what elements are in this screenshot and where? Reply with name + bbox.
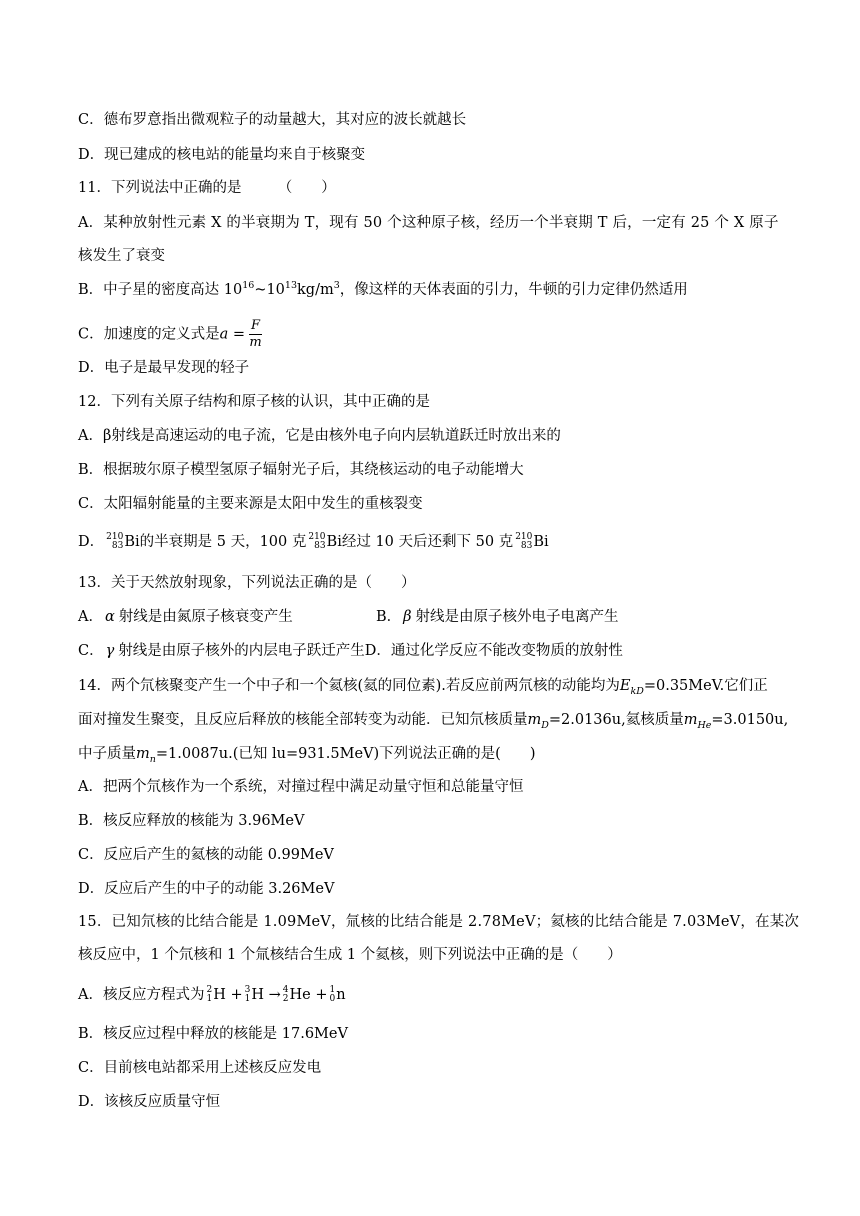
q11-option-a-line2: 核发生了衰变 [78,248,165,264]
q14-option-d: D．反应后产生的中子的动能 3.26MeV [78,881,335,897]
q15-stem-line2: 核反应中，1 个氘核和 1 个氚核结合生成 1 个氦核，则下列说法中正确的是（ ） [78,947,622,963]
fraction-f-over-m: $\frac{F}{m}$ [249,318,262,350]
q12-option-a: A．β射线是高速运动的电子流，它是由核外电子向内层轨道跃迁时放出来的 [78,428,561,444]
q13-options-cd [78,641,623,661]
bi-nuclide-notation: 210 83 [106,532,124,551]
beta-symbol: β [403,609,412,625]
q13-option-d: D．通过化学反应不能改变物质的放射性 [364,643,623,659]
q13-option-c: C． γ 射线是由原子核外的内层电子跃迁产生 [78,643,365,659]
nuclear-equation: 2 1 H + 3 1 H → 4 2 He + 1 0 n [206,985,346,1004]
q11-option-c: C．加速度的定义式是a = $\frac{F}{m}$ [78,318,262,350]
q11-option-a-line1: A．某种放射性元素 X 的半衰期为 T，现有 50 个这种原子核，经历一个半衰期 T 后，一定有 25 个 X 原子 [78,215,779,231]
q11-option-d: D．电子是最早发现的轻子 [78,360,250,376]
q15-option-d: D．该核反应质量守恒 [78,1094,221,1110]
q15-option-b: B．核反应过程中释放的核能是 17.6MeV [78,1026,348,1042]
gamma-symbol: γ [105,643,115,659]
q13-stem: 13．关于天然放射现象，下列说法正确的是（ ） [78,575,416,591]
q10-option-c: C．德布罗意指出微观粒子的动量越大，其对应的波长就越长 [78,112,467,128]
formula-lhs: a = [219,326,245,343]
q14-stem-line1: 14．两个氘核聚变产生一个中子和一个氦核(氦的同位素).若反应前两氘核的动能均为$E_{kD}=0.35MeV$.它们正 [78,678,768,697]
q11-stem: 11．下列说法中正确的是 （ ） [78,180,336,196]
q12-option-c: C．太阳辐射能量的主要来源是太阳中发生的重核裂变 [78,496,423,512]
q11-option-b: B．中子星的密度高达 $10^{16}\sim 10^{13}kg/m^3$，像这样的天体表面的引力，牛顿的引力定律仍然适用 [78,280,688,298]
q12-option-d: D． 210 83 Bi的半衰期是 5 天，100 克 210 83 Bi经过 10 天后还剩下 50 克 210 83 Bi [78,532,549,551]
q15-stem-line1: 15．已知氘核的比结合能是 1.09MeV，氚核的比结合能是 2.78MeV；氦核的比结合能是 7.03MeV，在某次 [78,914,800,930]
bi-nuclide-notation: 210 83 [308,532,326,551]
q13-option-a: A． α 射线是由氮原子核衰变产生 [78,609,293,625]
q14-stem-line3: 中子质量$m_n=1.0087u$.(已知 lu=931.5MeV)下列说法正确的是( ) [78,746,536,765]
q13-option-b: B． β 射线是由原子核外电子电离产生 [376,609,619,625]
q13-options-ab [78,607,778,627]
q15-option-c: C．目前核电站都采用上述核反应发电 [78,1060,322,1076]
q14-option-c: C．反应后产生的氦核的动能 0.99MeV [78,847,334,863]
q10-option-d: D．现已建成的核电站的能量均来自于核聚变 [78,147,366,163]
q12-stem: 12．下列有关原子结构和原子核的认识，其中正确的是 [78,394,430,410]
q14-stem-line2: 面对撞发生聚变，且反应后释放的核能全部转变为动能．已知氘核质量$m_D=2.0136u$,氦核质量$m_{He}=3.0150u$, [78,712,789,731]
alpha-symbol: α [104,609,115,625]
q14-option-a: A．把两个氘核作为一个系统，对撞过程中满足动量守恒和总能量守恒 [78,779,524,795]
bi-nuclide-notation: 210 83 [515,532,533,551]
q14-option-b: B．核反应释放的核能为 3.96MeV [78,813,305,829]
q12-option-b: B．根据玻尔原子模型氢原子辐射光子后，其绕核运动的电子动能增大 [78,462,524,478]
q15-option-a: A．核反应方程式为 2 1 H + 3 1 H → 4 2 He + 1 0 n [78,985,346,1004]
